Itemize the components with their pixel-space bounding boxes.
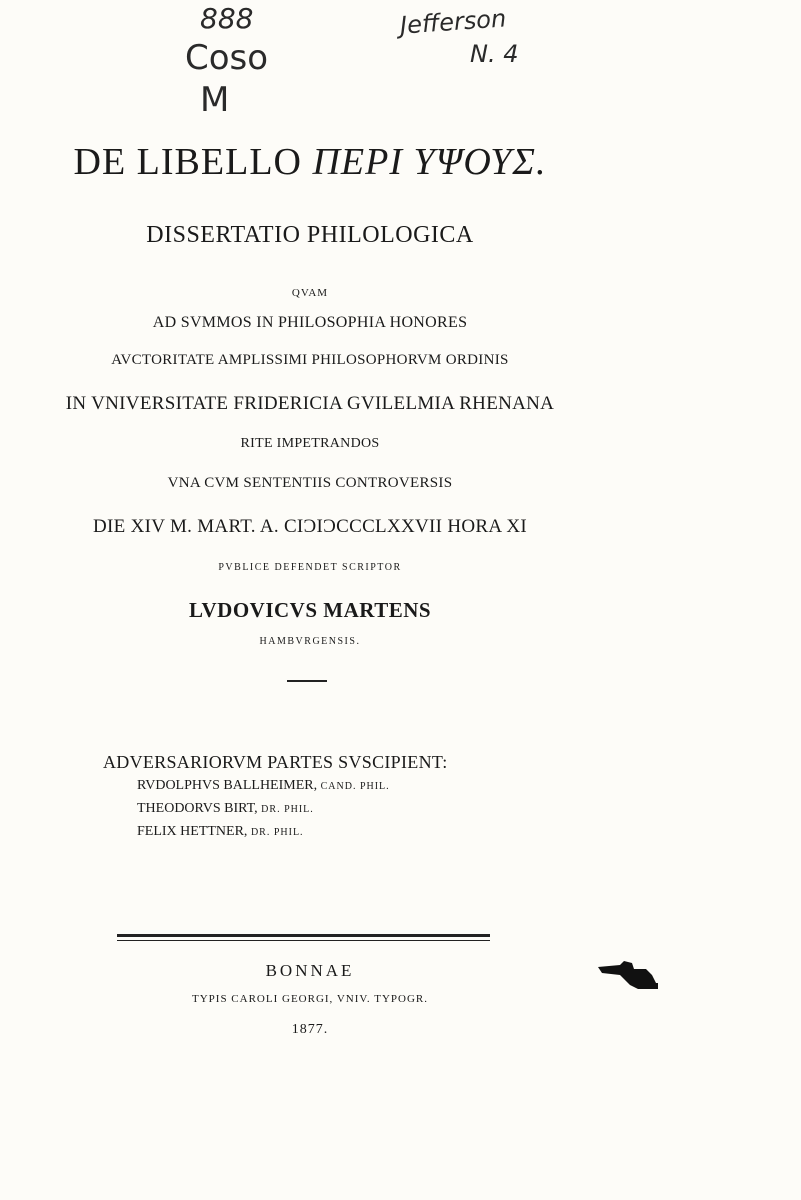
handwritten-note-number: 888 [200, 2, 254, 35]
pointing-hand-stamp-icon [594, 953, 664, 993]
title-latin: DE LIBELLO [73, 141, 302, 183]
adversary-row [137, 824, 304, 840]
page-title [0, 140, 620, 184]
handwritten-note-letter: M [200, 80, 230, 120]
body-line-honores: AD SVMMOS IN PHILOSOPHIA HONORES [152, 314, 468, 331]
author-origin: HAMBVRGENSIS. [259, 636, 361, 647]
handwritten-note-signature: Jefferson [399, 4, 508, 40]
body-line-universitate: IN VNIVERSITATE FRIDERICIA GVILELMIA RHENANA [65, 393, 555, 414]
body-line-quam: QVAM [291, 287, 329, 299]
short-divider [287, 680, 327, 682]
body-line-controversis: VNA CVM SENTENTIIS CONTROVERSIS [167, 475, 453, 491]
adversary-degree: DR. PHIL. [261, 804, 314, 815]
handwritten-note-code: Coso [185, 38, 269, 78]
body-line-defendet: PVBLICE DEFENDET SCRIPTOR [218, 562, 402, 573]
imprint-printer: TYPIS CAROLI GEORGI, VNIV. TYPOGR. [192, 993, 428, 1005]
imprint-year: 1877. [291, 1022, 329, 1037]
adversary-row [137, 778, 390, 794]
adversary-degree: DR. PHIL. [250, 827, 304, 838]
adversary-row [137, 801, 314, 817]
body-line-impetrandos: RITE IMPETRANDOS [240, 436, 380, 451]
body-line-date: DIE XIV M. MART. A. CIƆIƆCCCLXXVII HORA XI [92, 516, 528, 537]
body-line-ordinis: AVCTORITATE AMPLISSIMI PHILOSOPHORVM ORDINIS [111, 352, 509, 368]
adversary-degree: CAND. PHIL. [320, 781, 390, 792]
subtitle: DISSERTATIO PHILOLOGICA [146, 222, 474, 248]
double-rule-top [117, 934, 490, 937]
adversaries-heading: ADVERSARIORVM PARTES SVSCIPIENT: [103, 752, 448, 772]
author-name: LVDOVICVS MARTENS [188, 598, 432, 622]
imprint-city: BONNAE [265, 961, 355, 980]
double-rule-bottom [117, 940, 490, 941]
adversary-name: RVDOLPHVS BALLHEIMER, [137, 778, 318, 793]
title-greek: ΠΕΡΙ ΥΨΟΥΣ. [312, 141, 547, 183]
adversary-name: THEODORVS BIRT, [137, 801, 258, 816]
handwritten-note-number-2: N. 4 [470, 40, 519, 68]
adversary-name: FELIX HETTNER, [137, 824, 248, 839]
